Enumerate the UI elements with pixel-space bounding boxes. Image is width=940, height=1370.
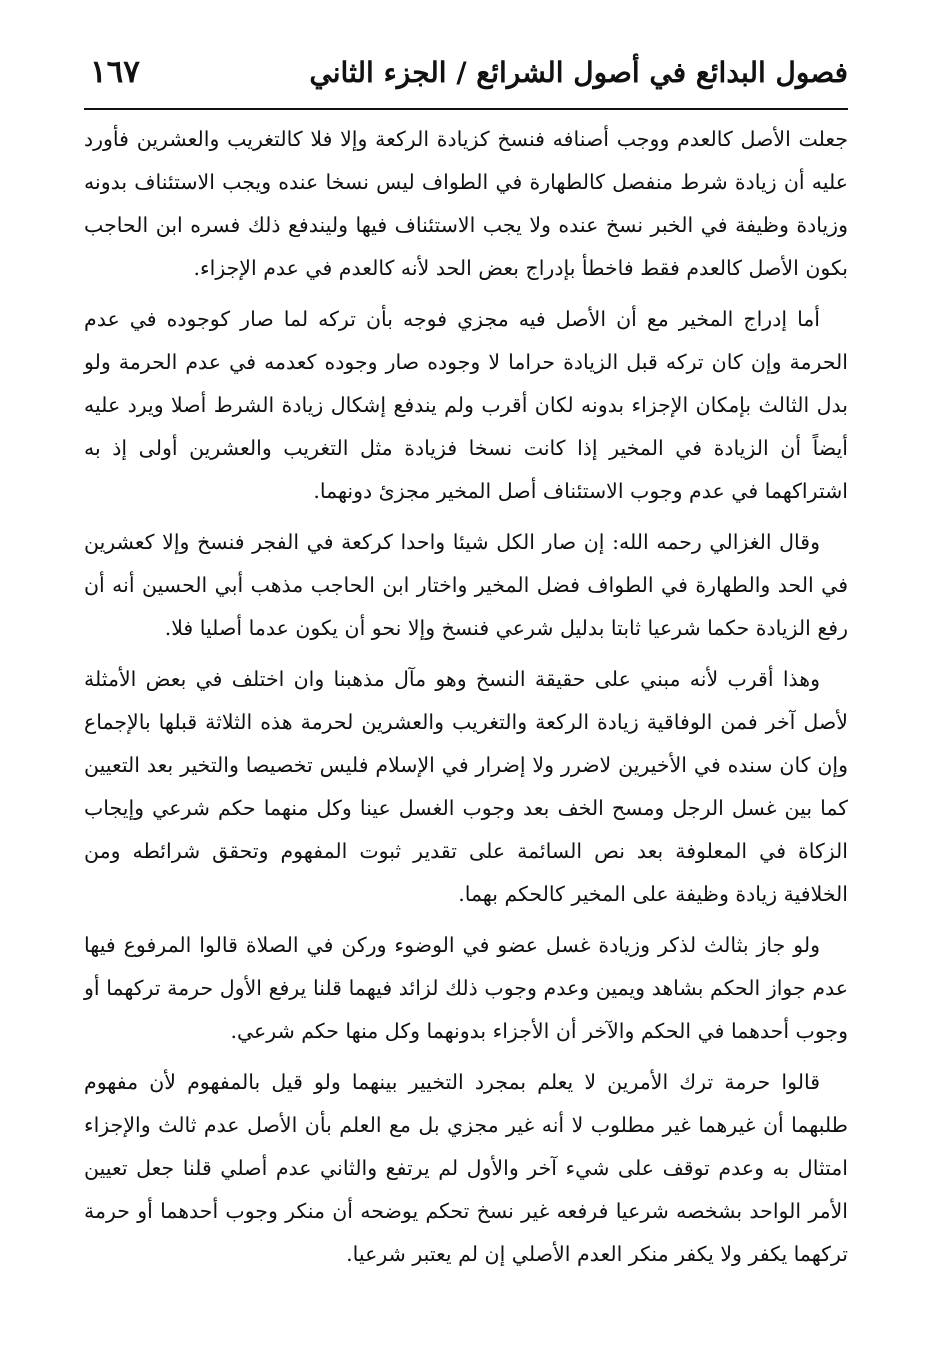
body-text — [84, 118, 848, 1284]
paragraph-5: ولو جاز بثالث لذكر وزيادة غسل عضو في الوضوء وركن في الصلاة قالوا المرفوع فيها عدم جواز الحكم بشاهد ويمين وعدم وجوب ذلك لزائد فيهما قلنا يرفع الأول حرمة تركهما أو وجوب أحدهما في الحكم والآخر أن الأجزاء بدونهما وكل منها حكم شرعي. — [84, 933, 848, 1043]
paragraph-2: أما إدراج المخير مع أن الأصل فيه مجزي فوجه بأن تركه لما صار كوجوده في عدم الحرمة وإن كان تركه قبل الزيادة حراما لا وجوده صار وجوده كعدمه في عدم الحرمة ولو بدل الثالث بإمكان الإجزاء بدونه لكان أقرب ولم يندفع إشكال زيادة الشرط أصلا ويرد عليه أيضاً أن الزيادة في المخير إذا كانت نسخا فزيادة مثل التغريب والعشرين أولى إذ به اشتراكهما في عدم وجوب الاستئناف أصل المخير مجزئ دونهما. — [84, 307, 848, 503]
paragraph-1: جعلت الأصل كالعدم ووجب أصنافه فنسخ كزيادة الركعة وإلا فلا كالتغريب والعشرين فأورد عليه أن زيادة شرط منفصل كالطهارة في الطواف ليس نسخا عنده ويجب الاستئناف بدونه وزيادة وظيفة في الخبر نسخ عنده ولا يجب الاستئناف فيها وليندفع ذلك فسره ابن الحاجب بكون الأصل كالعدم فقط فاخطأ بإدراج بعض الحد لأنه كالعدم في عدم الإجزاء. — [84, 127, 848, 280]
paragraph-6: قالوا حرمة ترك الأمرين لا يعلم بمجرد التخيير بينهما ولو قيل بالمفهوم لأن مفهوم طلبهما أن غيرهما غير مطلوب لا أنه غير مجزي بل مع العلم بأن الأصل عدم ثالث والإجزاء امتثال به وعدم توقف على شيء آخر والأول لم يرتفع والثاني عدم أصلي قلنا جعل تعيين الأمر الواحد بشخصه شرعيا فرفعه غير نسخ تحكم يوضحه أن منكر وجوب أحدهما أو حرمة تركهما يكفر ولا يكفر منكر العدم الأصلي إن لم يعتبر شرعيا. — [84, 1070, 848, 1266]
header-rule — [84, 108, 848, 110]
running-title: فصول البدائع في أصول الشرائع / الجزء الثاني — [309, 56, 848, 89]
paragraph-4: وهذا أقرب لأنه مبني على حقيقة النسخ وهو مآل مذهبنا وان اختلف في بعض الأمثلة لأصل آخر فمن الوفاقية زيادة الركعة والتغريب والعشرين لحرمة هذه الثلاثة قبلها بالإجماع وإن كان سنده في الأخيرين لاضرر ولا إضرار في الإسلام فليس تخصيصا والتخير بعد التعيين كما بين غسل الرجل ومسح الخف بعد وجوب الغسل عينا وكل منهما حكم شرعي وإيجاب الزكاة في المعلوفة بعد نص السائمة على تقدير ثبوت المفهوم وتحقق شرائطه ومن الخلافية زيادة وظيفة على المخير كالحكم بهما. — [84, 667, 848, 906]
page-number: ١٦٧ — [90, 54, 140, 90]
paragraph-3: وقال الغزالي رحمه الله: إن صار الكل شيئا واحدا كركعة في الفجر فنسخ وإلا كعشرين في الحد والطهارة في الطواف فضل المخير واختار ابن الحاجب مذهب أبي الحسين أنه أن رفع الزيادة حكما شرعيا ثابتا بدليل شرعي فنسخ وإلا نحو أن يكون عدما أصليا فلا. — [84, 530, 848, 640]
page-header — [84, 52, 848, 104]
